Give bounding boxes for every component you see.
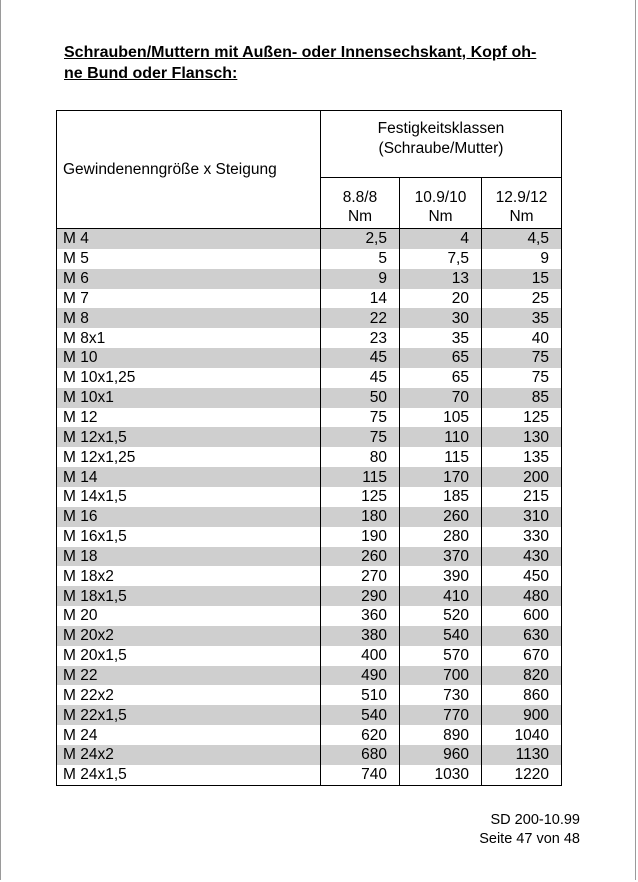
thread-size-cell: M 7 bbox=[57, 289, 321, 309]
torque-8-8-cell: 510 bbox=[321, 685, 400, 705]
torque-8-8-cell: 80 bbox=[321, 447, 400, 467]
page-number: Seite 47 von 48 bbox=[479, 831, 580, 847]
class-unit: Nm bbox=[509, 208, 534, 225]
torque-10-9-cell: 105 bbox=[400, 408, 482, 428]
torque-10-9-cell: 170 bbox=[400, 467, 482, 487]
torque-12-9-cell: 85 bbox=[482, 388, 562, 408]
table-row bbox=[57, 626, 562, 646]
table-row bbox=[57, 388, 562, 408]
thread-size-cell: M 16 bbox=[57, 507, 321, 527]
thread-size-cell: M 22x1,5 bbox=[57, 705, 321, 725]
thread-size-cell: M 18 bbox=[57, 547, 321, 567]
thread-size-cell: M 24 bbox=[57, 725, 321, 745]
torque-12-9-cell: 330 bbox=[482, 527, 562, 547]
table-row bbox=[57, 427, 562, 447]
torque-8-8-cell: 290 bbox=[321, 586, 400, 606]
torque-12-9-cell: 430 bbox=[482, 547, 562, 567]
torque-8-8-cell: 360 bbox=[321, 606, 400, 626]
document-id: SD 200-10.99 bbox=[490, 812, 580, 828]
torque-12-9-cell: 670 bbox=[482, 646, 562, 666]
thread-size-cell: M 18x1,5 bbox=[57, 586, 321, 606]
thread-size-cell: M 8x1 bbox=[57, 328, 321, 348]
header-strength-classes-line-1: Festigkeitsklassen bbox=[377, 120, 505, 137]
table-row bbox=[57, 646, 562, 666]
torque-12-9-cell: 480 bbox=[482, 586, 562, 606]
torque-12-9-cell: 215 bbox=[482, 487, 562, 507]
page-title-line-2: ne Bund oder Flansch: bbox=[64, 65, 238, 82]
torque-8-8-cell: 380 bbox=[321, 626, 400, 646]
torque-8-8-cell: 50 bbox=[321, 388, 400, 408]
torque-8-8-cell: 5 bbox=[321, 249, 400, 269]
torque-10-9-cell: 890 bbox=[400, 725, 482, 745]
table-row bbox=[57, 467, 562, 487]
thread-size-cell: M 10x1,25 bbox=[57, 368, 321, 388]
torque-10-9-cell: 570 bbox=[400, 646, 482, 666]
torque-10-9-cell: 770 bbox=[400, 705, 482, 725]
torque-8-8-cell: 540 bbox=[321, 705, 400, 725]
torque-10-9-cell: 370 bbox=[400, 547, 482, 567]
torque-10-9-cell: 115 bbox=[400, 447, 482, 467]
thread-size-cell: M 24x1,5 bbox=[57, 765, 321, 785]
torque-8-8-cell: 45 bbox=[321, 348, 400, 368]
torque-8-8-cell: 400 bbox=[321, 646, 400, 666]
table-row bbox=[57, 408, 562, 428]
torque-10-9-cell: 700 bbox=[400, 666, 482, 686]
torque-8-8-cell: 180 bbox=[321, 507, 400, 527]
torque-8-8-cell: 190 bbox=[321, 527, 400, 547]
torque-12-9-cell: 600 bbox=[482, 606, 562, 626]
thread-size-cell: M 10 bbox=[57, 348, 321, 368]
table-row bbox=[57, 666, 562, 686]
thread-size-cell: M 6 bbox=[57, 269, 321, 289]
thread-size-cell: M 22 bbox=[57, 666, 321, 686]
page-title-line-1: Schrauben/Muttern mit Außen- oder Innensechskant, Kopf oh- bbox=[64, 44, 537, 61]
torque-12-9-cell: 130 bbox=[482, 427, 562, 447]
header-class-12-9 bbox=[482, 178, 562, 229]
torque-12-9-cell: 75 bbox=[482, 348, 562, 368]
thread-size-cell: M 20x2 bbox=[57, 626, 321, 646]
torque-table bbox=[56, 110, 562, 786]
table-row bbox=[57, 348, 562, 368]
torque-10-9-cell: 185 bbox=[400, 487, 482, 507]
thread-size-cell: M 14 bbox=[57, 467, 321, 487]
torque-10-9-cell: 1030 bbox=[400, 765, 482, 785]
header-strength-classes-line-2: (Schraube/Mutter) bbox=[378, 140, 504, 157]
table-row bbox=[57, 269, 562, 289]
table-row bbox=[57, 586, 562, 606]
torque-12-9-cell: 820 bbox=[482, 666, 562, 686]
class-name: 10.9/10 bbox=[414, 189, 467, 206]
torque-8-8-cell: 620 bbox=[321, 725, 400, 745]
torque-8-8-cell: 75 bbox=[321, 427, 400, 447]
torque-8-8-cell: 75 bbox=[321, 408, 400, 428]
torque-12-9-cell: 4,5 bbox=[482, 229, 562, 249]
torque-10-9-cell: 4 bbox=[400, 229, 482, 249]
torque-12-9-cell: 450 bbox=[482, 566, 562, 586]
torque-12-9-cell: 75 bbox=[482, 368, 562, 388]
table-row bbox=[57, 685, 562, 705]
torque-12-9-cell: 35 bbox=[482, 308, 562, 328]
table-row bbox=[57, 725, 562, 745]
class-unit: Nm bbox=[428, 208, 453, 225]
thread-size-cell: M 12x1,5 bbox=[57, 427, 321, 447]
table-row bbox=[57, 705, 562, 725]
thread-size-cell: M 18x2 bbox=[57, 566, 321, 586]
torque-12-9-cell: 900 bbox=[482, 705, 562, 725]
table-row bbox=[57, 547, 562, 567]
page-title bbox=[64, 42, 584, 84]
table-row bbox=[57, 447, 562, 467]
torque-10-9-cell: 65 bbox=[400, 368, 482, 388]
thread-size-cell: M 22x2 bbox=[57, 685, 321, 705]
torque-8-8-cell: 125 bbox=[321, 487, 400, 507]
torque-10-9-cell: 520 bbox=[400, 606, 482, 626]
torque-10-9-cell: 280 bbox=[400, 527, 482, 547]
table-row bbox=[57, 606, 562, 626]
torque-10-9-cell: 730 bbox=[400, 685, 482, 705]
torque-12-9-cell: 1130 bbox=[482, 745, 562, 765]
torque-12-9-cell: 40 bbox=[482, 328, 562, 348]
torque-8-8-cell: 270 bbox=[321, 566, 400, 586]
header-class-8-8 bbox=[321, 178, 400, 229]
class-name: 12.9/12 bbox=[495, 189, 548, 206]
class-unit: Nm bbox=[347, 208, 373, 225]
torque-10-9-cell: 70 bbox=[400, 388, 482, 408]
torque-10-9-cell: 30 bbox=[400, 308, 482, 328]
torque-12-9-cell: 135 bbox=[482, 447, 562, 467]
torque-12-9-cell: 200 bbox=[482, 467, 562, 487]
torque-8-8-cell: 23 bbox=[321, 328, 400, 348]
table-row bbox=[57, 249, 562, 269]
torque-8-8-cell: 9 bbox=[321, 269, 400, 289]
table-row bbox=[57, 229, 562, 249]
torque-8-8-cell: 490 bbox=[321, 666, 400, 686]
header-strength-classes bbox=[321, 111, 562, 178]
thread-size-cell: M 16x1,5 bbox=[57, 527, 321, 547]
thread-size-cell: M 10x1 bbox=[57, 388, 321, 408]
torque-12-9-cell: 15 bbox=[482, 269, 562, 289]
table-row bbox=[57, 308, 562, 328]
table-row bbox=[57, 527, 562, 547]
torque-10-9-cell: 7,5 bbox=[400, 249, 482, 269]
torque-8-8-cell: 740 bbox=[321, 765, 400, 785]
table-row bbox=[57, 368, 562, 388]
torque-10-9-cell: 65 bbox=[400, 348, 482, 368]
torque-12-9-cell: 25 bbox=[482, 289, 562, 309]
class-name: 8.8/8 bbox=[342, 189, 378, 206]
table-row bbox=[57, 765, 562, 785]
torque-8-8-cell: 260 bbox=[321, 547, 400, 567]
thread-size-cell: M 20x1,5 bbox=[57, 646, 321, 666]
table-row bbox=[57, 745, 562, 765]
table-row bbox=[57, 328, 562, 348]
torque-8-8-cell: 22 bbox=[321, 308, 400, 328]
torque-10-9-cell: 260 bbox=[400, 507, 482, 527]
torque-12-9-cell: 860 bbox=[482, 685, 562, 705]
thread-size-cell: M 24x2 bbox=[57, 745, 321, 765]
thread-size-cell: M 12x1,25 bbox=[57, 447, 321, 467]
torque-8-8-cell: 45 bbox=[321, 368, 400, 388]
table-row bbox=[57, 487, 562, 507]
thread-size-cell: M 14x1,5 bbox=[57, 487, 321, 507]
table-row bbox=[57, 507, 562, 527]
torque-10-9-cell: 35 bbox=[400, 328, 482, 348]
table-row bbox=[57, 289, 562, 309]
torque-8-8-cell: 2,5 bbox=[321, 229, 400, 249]
header-class-10-9 bbox=[400, 178, 482, 229]
torque-10-9-cell: 390 bbox=[400, 566, 482, 586]
torque-10-9-cell: 960 bbox=[400, 745, 482, 765]
header-thread-size: Gewindenenngröße x Steigung bbox=[57, 111, 321, 229]
thread-size-cell: M 8 bbox=[57, 308, 321, 328]
torque-8-8-cell: 680 bbox=[321, 745, 400, 765]
torque-10-9-cell: 540 bbox=[400, 626, 482, 646]
torque-10-9-cell: 110 bbox=[400, 427, 482, 447]
thread-size-cell: M 12 bbox=[57, 408, 321, 428]
torque-8-8-cell: 14 bbox=[321, 289, 400, 309]
torque-12-9-cell: 9 bbox=[482, 249, 562, 269]
torque-12-9-cell: 630 bbox=[482, 626, 562, 646]
thread-size-cell: M 5 bbox=[57, 249, 321, 269]
torque-12-9-cell: 125 bbox=[482, 408, 562, 428]
table-row bbox=[57, 566, 562, 586]
torque-12-9-cell: 1040 bbox=[482, 725, 562, 745]
torque-12-9-cell: 1220 bbox=[482, 765, 562, 785]
torque-table-body bbox=[57, 229, 562, 786]
page-footer bbox=[479, 811, 580, 849]
torque-10-9-cell: 20 bbox=[400, 289, 482, 309]
torque-10-9-cell: 410 bbox=[400, 586, 482, 606]
thread-size-cell: M 4 bbox=[57, 229, 321, 249]
torque-12-9-cell: 310 bbox=[482, 507, 562, 527]
torque-10-9-cell: 13 bbox=[400, 269, 482, 289]
thread-size-cell: M 20 bbox=[57, 606, 321, 626]
torque-8-8-cell: 115 bbox=[321, 467, 400, 487]
